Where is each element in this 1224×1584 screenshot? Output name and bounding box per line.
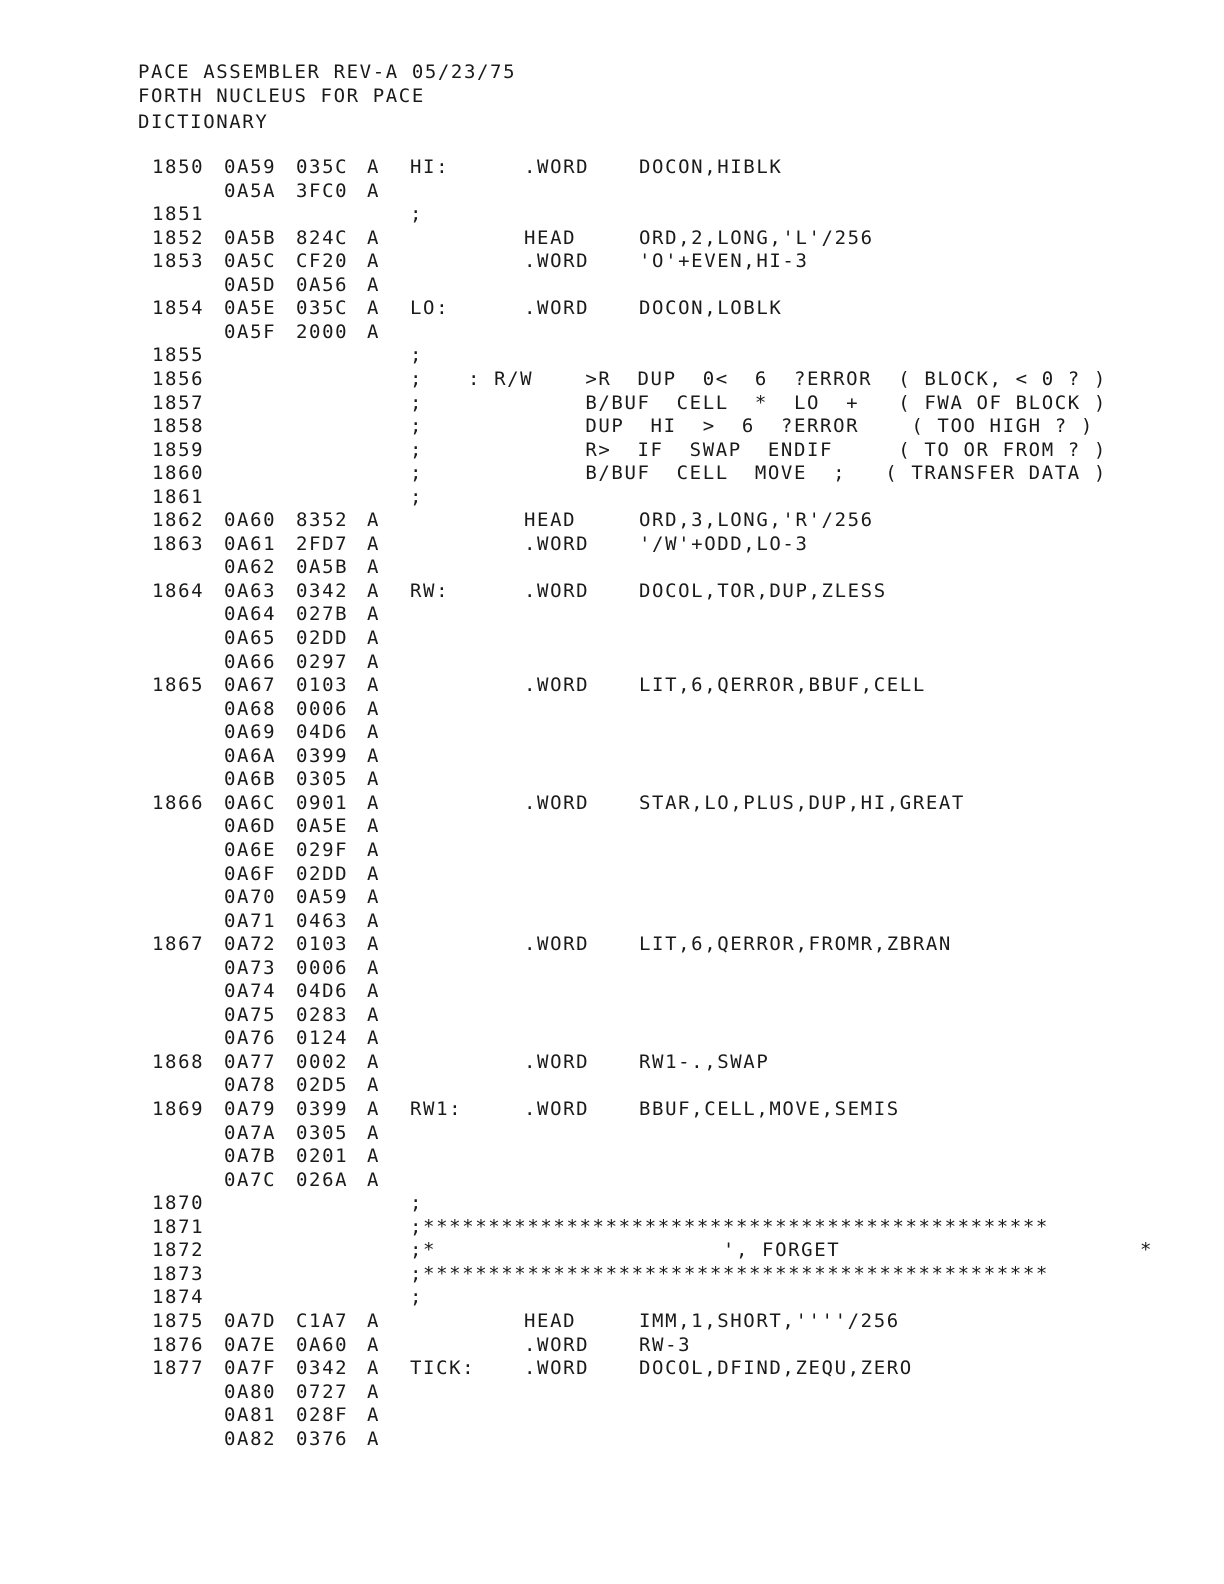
line-number: 1867 [152, 933, 205, 956]
relocation-flag: A [367, 627, 381, 649]
object-code: 0006 [296, 697, 349, 720]
operand: STAR,LO,PLUS,DUP,HI,GREAT [639, 791, 965, 814]
line-number: 1853 [152, 250, 205, 273]
line-number: 1862 [152, 509, 205, 532]
listing-row [0, 1192, 1224, 1214]
listing-row [0, 768, 1224, 790]
object-code: 0124 [296, 1027, 349, 1050]
listing-row [0, 863, 1224, 885]
comment-marker: ; [410, 462, 424, 485]
address: 0A63 [224, 579, 277, 602]
listing-row [0, 1051, 1224, 1073]
operand: ORD,2,LONG,'L'/256 [639, 226, 874, 249]
listing-row [0, 1027, 1224, 1049]
operand: RW1-.,SWAP [639, 1050, 770, 1073]
object-code: 0463 [296, 909, 349, 932]
object-code: 0342 [296, 1357, 349, 1380]
relocation-flag: A [367, 1145, 381, 1168]
listing-row [0, 815, 1224, 837]
line-number: 1871 [152, 1215, 205, 1238]
operand: BBUF,CELL,MOVE,SEMIS [639, 1098, 900, 1120]
line-number: 1873 [152, 1262, 205, 1285]
relocation-flag: A [367, 721, 381, 744]
operand: ORD,3,LONG,'R'/256 [639, 509, 874, 532]
comment-marker: ; [410, 485, 424, 508]
line-number: 1851 [152, 203, 205, 226]
listing-row [0, 1310, 1224, 1332]
listing-row [0, 1074, 1224, 1096]
object-code: 2000 [296, 320, 349, 343]
address: 0A5A [224, 179, 277, 202]
object-code: 824C [296, 226, 349, 249]
listing-row [0, 745, 1224, 767]
listing-row [0, 1263, 1224, 1285]
line-number: 1854 [152, 297, 205, 320]
label: HI: [410, 156, 450, 178]
line-number: 1855 [152, 344, 205, 367]
line-number: 1876 [152, 1333, 205, 1356]
relocation-flag: A [367, 815, 381, 838]
relocation-flag: A [367, 1050, 381, 1073]
source-comment: B/BUF CELL MOVE ; ( TRANSFER DATA ) [468, 462, 1107, 485]
address: 0A5B [224, 226, 277, 249]
listing-row [0, 1122, 1224, 1144]
address: 0A67 [224, 674, 277, 697]
object-code: 0A59 [296, 886, 349, 909]
object-code: 0103 [296, 674, 349, 697]
listing-row [0, 180, 1224, 202]
address: 0A6C [224, 791, 277, 814]
operand: DOCON,LOBLK [639, 297, 783, 320]
relocation-flag: A [367, 1027, 381, 1050]
listing-row [0, 1404, 1224, 1426]
object-code: 0283 [296, 1003, 349, 1026]
listing-row [0, 203, 1224, 225]
relocation-flag: A [367, 1074, 381, 1097]
listing-row [0, 933, 1224, 955]
object-code: 2FD7 [296, 532, 349, 555]
address: 0A6F [224, 862, 277, 885]
listing-row [0, 603, 1224, 625]
comment-marker: ; [410, 1286, 424, 1309]
listing-row [0, 156, 1224, 178]
banner-stars: ;************************************************ [410, 1262, 1049, 1285]
opcode: .WORD [524, 579, 590, 602]
listing-row [0, 1216, 1224, 1238]
object-code: 0305 [296, 1121, 349, 1144]
object-code: 0305 [296, 768, 349, 791]
operand: DOCOL,TOR,DUP,ZLESS [639, 579, 887, 602]
line-number: 1874 [152, 1286, 205, 1309]
line-number: 1864 [152, 579, 205, 602]
relocation-flag: A [367, 1333, 381, 1356]
listing-row [0, 462, 1224, 484]
opcode: .WORD [524, 1050, 590, 1073]
listing-row [0, 344, 1224, 366]
relocation-flag: A [367, 179, 381, 202]
address: 0A61 [224, 532, 277, 555]
relocation-flag: A [367, 650, 381, 673]
address: 0A7C [224, 1168, 277, 1191]
opcode: .WORD [524, 674, 590, 697]
listing-row [0, 1169, 1224, 1191]
line-number: 1861 [152, 485, 205, 508]
listing-row [0, 721, 1224, 743]
opcode: .WORD [524, 1098, 590, 1120]
object-code: 02D5 [296, 1074, 349, 1097]
program-title: FORTH NUCLEUS FOR PACE [138, 85, 425, 107]
address: 0A72 [224, 933, 277, 956]
opcode: HEAD [524, 509, 577, 532]
relocation-flag: A [367, 1121, 381, 1144]
line-number: 1866 [152, 791, 205, 814]
listing-row [0, 580, 1224, 602]
object-code: 027B [296, 603, 349, 626]
operand: RW-3 [639, 1333, 692, 1356]
object-code: 026A [296, 1168, 349, 1191]
listing-row [0, 250, 1224, 272]
address: 0A5E [224, 297, 277, 320]
operand: '/W'+ODD,LO-3 [639, 532, 809, 555]
opcode: .WORD [524, 1357, 590, 1380]
address: 0A5D [224, 273, 277, 296]
listing-row [0, 274, 1224, 296]
operand: DOCOL,DFIND,ZEQU,ZERO [639, 1357, 913, 1380]
address: 0A5F [224, 320, 277, 343]
listing-row [0, 886, 1224, 908]
object-code: 02DD [296, 627, 349, 649]
object-code: 035C [296, 156, 349, 178]
address: 0A65 [224, 627, 277, 649]
relocation-flag: A [367, 956, 381, 979]
opcode: .WORD [524, 156, 590, 178]
banner-stars: ;************************************************ [410, 1215, 1049, 1238]
listing-row [0, 1428, 1224, 1450]
listing-row [0, 1357, 1224, 1379]
comment-marker: ; [410, 415, 424, 438]
address: 0A77 [224, 1050, 277, 1073]
line-number: 1870 [152, 1192, 205, 1215]
source-comment: R> IF SWAP ENDIF ( TO OR FROM ? ) [468, 438, 1107, 461]
label: TICK: [410, 1357, 476, 1380]
opcode: .WORD [524, 791, 590, 814]
listing-row [0, 556, 1224, 578]
opcode: .WORD [524, 250, 590, 273]
operand: 'O'+EVEN,HI-3 [639, 250, 809, 273]
object-code: 0399 [296, 744, 349, 767]
comment-marker: ; [410, 367, 424, 390]
address: 0A80 [224, 1380, 277, 1403]
listing-row [0, 392, 1224, 414]
relocation-flag: A [367, 226, 381, 249]
object-code: 035C [296, 297, 349, 320]
object-code: 0002 [296, 1050, 349, 1073]
address: 0A79 [224, 1098, 277, 1120]
address: 0A75 [224, 1003, 277, 1026]
relocation-flag: A [367, 1098, 381, 1120]
address: 0A62 [224, 556, 277, 579]
line-number: 1858 [152, 415, 205, 438]
object-code: 0342 [296, 579, 349, 602]
relocation-flag: A [367, 674, 381, 697]
listing-row [0, 1239, 1224, 1261]
address: 0A78 [224, 1074, 277, 1097]
listing-row [0, 1286, 1224, 1308]
object-code: 04D6 [296, 980, 349, 1003]
object-code: 0201 [296, 1145, 349, 1168]
object-code: 0006 [296, 956, 349, 979]
address: 0A73 [224, 956, 277, 979]
address: 0A66 [224, 650, 277, 673]
line-number: 1856 [152, 367, 205, 390]
line-number: 1860 [152, 462, 205, 485]
comment-marker: ; [410, 344, 424, 367]
object-code: 029F [296, 838, 349, 861]
address: 0A6E [224, 838, 277, 861]
object-code: 0A56 [296, 273, 349, 296]
comment-marker: ; [410, 391, 424, 414]
line-number: 1865 [152, 674, 205, 697]
relocation-flag: A [367, 556, 381, 579]
relocation-flag: A [367, 579, 381, 602]
line-number: 1877 [152, 1357, 205, 1380]
address: 0A7B [224, 1145, 277, 1168]
object-code: 0727 [296, 1380, 349, 1403]
relocation-flag: A [367, 320, 381, 343]
listing-row [0, 509, 1224, 531]
relocation-flag: A [367, 1404, 381, 1427]
relocation-flag: A [367, 791, 381, 814]
operand: LIT,6,QERROR,FROMR,ZBRAN [639, 933, 952, 956]
opcode: .WORD [524, 297, 590, 320]
listing-row [0, 957, 1224, 979]
opcode: .WORD [524, 933, 590, 956]
banner-text: ;* ', FORGET [410, 1239, 841, 1262]
comment-marker: ; [410, 1192, 424, 1215]
object-code: 3FC0 [296, 179, 349, 202]
listing-row [0, 321, 1224, 343]
address: 0A6A [224, 744, 277, 767]
relocation-flag: A [367, 1168, 381, 1191]
relocation-flag: A [367, 1357, 381, 1380]
listing-row [0, 674, 1224, 696]
comment-marker: ; [410, 438, 424, 461]
source-comment: B/BUF CELL * LO + ( FWA OF BLOCK ) [468, 391, 1107, 414]
object-code: 0399 [296, 1098, 349, 1120]
line-number: 1859 [152, 438, 205, 461]
relocation-flag: A [367, 509, 381, 532]
line-number: 1863 [152, 532, 205, 555]
listing-row [0, 980, 1224, 1002]
relocation-flag: A [367, 297, 381, 320]
listing-row [0, 368, 1224, 390]
address: 0A7A [224, 1121, 277, 1144]
object-code: C1A7 [296, 1309, 349, 1332]
operand: DOCON,HIBLK [639, 156, 783, 178]
address: 0A74 [224, 980, 277, 1003]
object-code: 0A60 [296, 1333, 349, 1356]
relocation-flag: A [367, 1003, 381, 1026]
relocation-flag: A [367, 980, 381, 1003]
line-number: 1875 [152, 1309, 205, 1332]
operand: LIT,6,QERROR,BBUF,CELL [639, 674, 926, 697]
object-code: 0A5B [296, 556, 349, 579]
line-number: 1852 [152, 226, 205, 249]
address: 0A7E [224, 1333, 277, 1356]
relocation-flag: A [367, 1427, 381, 1450]
address: 0A7D [224, 1309, 277, 1332]
object-code: 8352 [296, 509, 349, 532]
line-number: 1869 [152, 1098, 205, 1120]
relocation-flag: A [367, 744, 381, 767]
relocation-flag: A [367, 768, 381, 791]
source-comment: : R/W >R DUP 0< 6 ?ERROR ( BLOCK, < 0 ? ) [468, 367, 1107, 390]
listing-row [0, 792, 1224, 814]
listing-row [0, 297, 1224, 319]
relocation-flag: A [367, 156, 381, 178]
listing-row [0, 486, 1224, 508]
address: 0A69 [224, 721, 277, 744]
address: 0A81 [224, 1404, 277, 1427]
address: 0A70 [224, 886, 277, 909]
listing-row [0, 1098, 1224, 1120]
address: 0A6D [224, 815, 277, 838]
address: 0A82 [224, 1427, 277, 1450]
listing-row [0, 533, 1224, 555]
relocation-flag: A [367, 862, 381, 885]
relocation-flag: A [367, 1309, 381, 1332]
relocation-flag: A [367, 886, 381, 909]
assembler-title: PACE ASSEMBLER REV-A 05/23/75 [138, 61, 517, 83]
address: 0A6B [224, 768, 277, 791]
operand: IMM,1,SHORT,''''/256 [639, 1309, 900, 1332]
object-code: 0297 [296, 650, 349, 673]
relocation-flag: A [367, 838, 381, 861]
listing-row [0, 1334, 1224, 1356]
line-number: 1857 [152, 391, 205, 414]
address: 0A7F [224, 1357, 277, 1380]
line-number: 1872 [152, 1239, 205, 1262]
source-comment: DUP HI > 6 ?ERROR ( TOO HIGH ? ) [468, 415, 1094, 438]
section-title: DICTIONARY [138, 111, 269, 133]
relocation-flag: A [367, 1380, 381, 1403]
relocation-flag: A [367, 532, 381, 555]
listing-row [0, 910, 1224, 932]
address: 0A68 [224, 697, 277, 720]
listing-row [0, 439, 1224, 461]
address: 0A71 [224, 909, 277, 932]
opcode: HEAD [524, 226, 577, 249]
listing-row [0, 1145, 1224, 1167]
address: 0A59 [224, 156, 277, 178]
label: RW: [410, 579, 450, 602]
relocation-flag: A [367, 909, 381, 932]
address: 0A76 [224, 1027, 277, 1050]
line-number: 1850 [152, 156, 205, 178]
opcode: .WORD [524, 1333, 590, 1356]
comment-marker: ; [410, 203, 424, 226]
object-code: 0376 [296, 1427, 349, 1450]
listing-row [0, 651, 1224, 673]
address: 0A64 [224, 603, 277, 626]
object-code: 0103 [296, 933, 349, 956]
address: 0A60 [224, 509, 277, 532]
object-code: 028F [296, 1404, 349, 1427]
listing-row [0, 1381, 1224, 1403]
opcode: .WORD [524, 532, 590, 555]
label: RW1: [410, 1098, 463, 1120]
object-code: 04D6 [296, 721, 349, 744]
listing-row [0, 227, 1224, 249]
object-code: CF20 [296, 250, 349, 273]
listing-row [0, 627, 1224, 649]
relocation-flag: A [367, 697, 381, 720]
listing-row [0, 839, 1224, 861]
object-code: 0A5E [296, 815, 349, 838]
address: 0A5C [224, 250, 277, 273]
relocation-flag: A [367, 250, 381, 273]
banner-end: * [1140, 1239, 1154, 1262]
listing-row [0, 415, 1224, 437]
object-code: 0901 [296, 791, 349, 814]
opcode: HEAD [524, 1309, 577, 1332]
listing-row [0, 698, 1224, 720]
relocation-flag: A [367, 603, 381, 626]
object-code: 02DD [296, 862, 349, 885]
label: LO: [410, 297, 450, 320]
relocation-flag: A [367, 273, 381, 296]
line-number: 1868 [152, 1050, 205, 1073]
listing-row [0, 1004, 1224, 1026]
relocation-flag: A [367, 933, 381, 956]
